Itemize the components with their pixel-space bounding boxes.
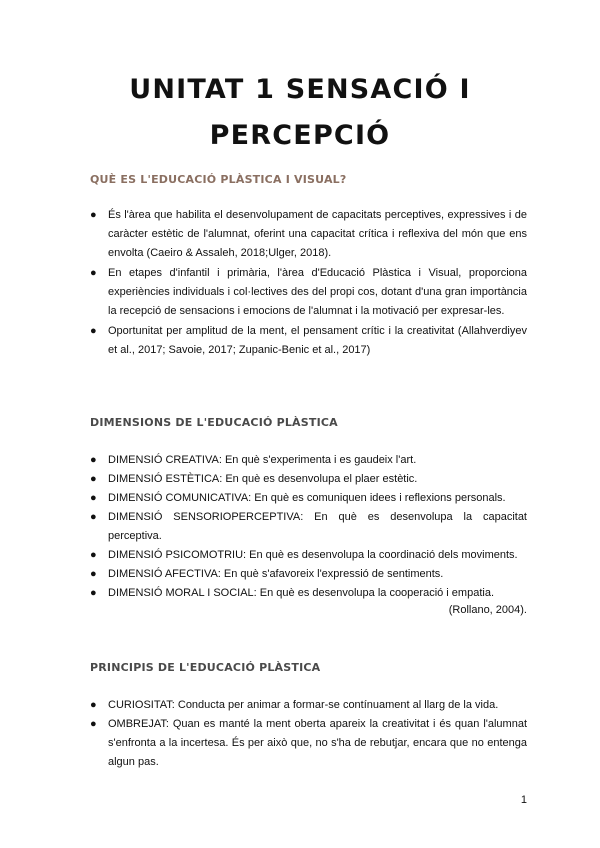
bullet-icon: ● — [90, 267, 97, 279]
what-is-list — [90, 206, 527, 360]
bullet-icon: ● — [90, 511, 97, 523]
list-item — [90, 715, 527, 772]
list-item — [90, 322, 527, 360]
list-item — [90, 508, 527, 546]
section-heading-dimensions: DIMENSIONS DE L'EDUCACIÓ PLÀSTICA — [90, 416, 338, 429]
section-heading-what-is: QUÈ ES L'EDUCACIÓ PLÀSTICA I VISUAL? — [90, 173, 347, 186]
principles-list — [90, 696, 527, 772]
bullet-icon: ● — [90, 699, 97, 711]
bullet-icon: ● — [90, 568, 97, 580]
bullet-icon: ● — [90, 492, 97, 504]
list-item-text: DIMENSIÓ SENSORIOPERCEPTIVA: En què es desenvolupa la capacitat perceptiva. — [108, 511, 527, 542]
list-item-text: DIMENSIÓ ESTÈTICA: En què es desenvolupa el plaer estètic. — [108, 473, 418, 485]
bullet-icon: ● — [90, 473, 97, 485]
list-item-text: DIMENSIÓ MORAL I SOCIAL: En què es desenvolupa la cooperació i empatia. — [108, 587, 494, 599]
list-item — [90, 696, 527, 715]
list-item — [90, 206, 527, 263]
list-item-text: CURIOSITAT: Conducta per animar a formar-se contínuament al llarg de la vida. — [108, 699, 499, 711]
list-item-text: OMBREJAT: Quan es manté la ment oberta apareix la creativitat i és quan l'alumnat s'enfronta a la incertesa. És per això que, no s'ha de rebutjar, encara que no entenga algun pas. — [108, 718, 527, 768]
page-title-line-1: UNITAT 1 SENSACIÓ I — [129, 74, 471, 105]
list-item — [90, 489, 527, 508]
list-item-text: En etapes d'infantil i primària, l'àrea d'Educació Plàstica i Visual, proporciona experiències individuals i col·lectives des del propi cos, dotant d'una gran importància la recepció de sensacions i emocions de l'alumnat i la motivació per expresar-les. — [108, 267, 527, 317]
list-item — [90, 546, 527, 565]
bullet-icon: ● — [90, 718, 97, 730]
list-item — [90, 451, 527, 470]
bullet-icon: ● — [90, 325, 97, 337]
page-number: 1 — [520, 794, 527, 806]
bullet-icon: ● — [90, 454, 97, 466]
bullet-icon: ● — [90, 549, 97, 561]
list-item — [90, 565, 527, 584]
list-item-text: DIMENSIÓ CREATIVA: En què s'experimenta i es gaudeix l'art. — [108, 454, 417, 466]
list-item-text: És l'àrea que habilita el desenvolupament de capacitats perceptives, expressives i de caràcter estètic de l'alumnat, oferint una capacitat crítica i reflexiva del món que ens envolta (Caeiro & Assaleh, 2018;Ulger, 2018). — [108, 209, 527, 259]
bullet-icon: ● — [90, 209, 97, 221]
list-item-text: DIMENSIÓ AFECTIVA: En què s'afavoreix l'expressió de sentiments. — [108, 568, 444, 580]
dimensions-list — [90, 451, 527, 603]
bullet-icon: ● — [90, 587, 97, 599]
list-item-text: DIMENSIÓ COMUNICATIVA: En què es comuniquen idees i reflexions personals. — [108, 492, 506, 504]
list-item — [90, 264, 527, 321]
section-heading-principles: PRINCIPIS DE L'EDUCACIÓ PLÀSTICA — [90, 661, 321, 674]
list-item-text: Oportunitat per amplitud de la ment, el pensament crític i la creativitat (Allahverdiyev et al., 2017; Savoie, 2017; Zupanic-Benic et al., 2017) — [108, 325, 527, 356]
page-title-line-2: PERCEPCIÓ — [209, 120, 391, 151]
list-item — [90, 470, 527, 489]
list-item-text: DIMENSIÓ PSICOMOTRIU: En què es desenvolupa la coordinació dels moviments. — [108, 549, 518, 561]
citation: (Rollano, 2004). — [448, 604, 527, 616]
